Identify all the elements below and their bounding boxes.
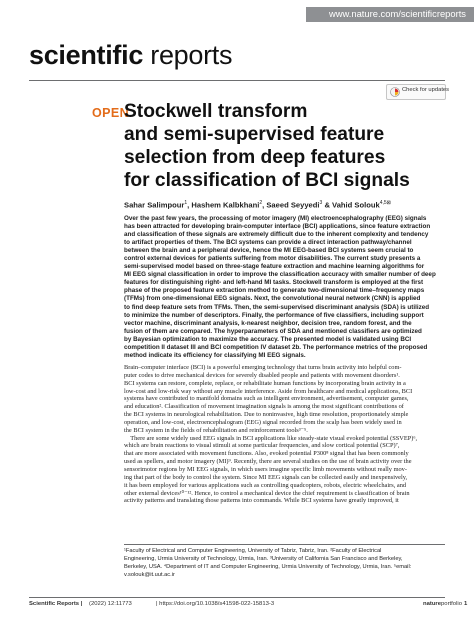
abstract-line: vector machine, discriminant analysis, k-nearest neighbor, decision tree, random forest, and the [124,319,412,327]
footer-rule [29,597,445,598]
publisher-logo [423,601,462,607]
body-text [124,364,446,505]
affiliation-line: Engineering, Urmia University of Technology, Urmia, Iran. ³University of California San Francisco and Berkeley, [124,556,403,563]
abstract-line: phase of the proposed feature extraction method to generate two-dimensional time–frequency maps [124,287,425,295]
abstract-line: control external devices for patients suffering from motor disabilities. The current study presents a [124,255,421,263]
body-line: it has been employed for various applications such as controlling quadcopters, robots, electric wheelchairs, and [124,481,407,489]
body-line: that are more associated with movement functions. Also, evoked potential P300⁸ signal that has been commonly [124,450,409,458]
affiliation-line: ¹Faculty of Electrical and Computer Engineering, University of Tabriz, Tabriz, Iran. ²Faculty of Electrical [124,548,382,554]
footer-journal: Scientific Reports | [29,601,83,607]
body-line: ing that part of the body to control the system. Since MI EEG signals can be collected easily and inexpensively, [124,473,408,481]
body-line: and education². Classification of movement imagination signals is among the most significant contributions of [124,403,404,411]
body-line: low-cost and low-risk way without any muscle interference. Aside from healthcare and medical applications, BCI [124,387,413,395]
affiliation-line: Berkeley, USA. ⁴Department of IT and Computer Engineering, Urmia University of Technology, Urmia, Iran. ⁵email: [124,564,412,571]
body-line: the BCI systems in neurological rehabilitation. Due to noninvasive, high time resolution, proportionately simple [124,411,409,419]
body-line: systems have contributed to manifold domains such as intelligent environment, advertisement, computer games, [124,395,409,403]
abstract-line: to find deep feature sets from TFMs. Then, the semi-supervised discriminant analysis (SDA) is utilized [124,303,430,311]
author-affiliation-mark: 3 [319,200,323,206]
check-updates-icon [390,87,400,97]
body-line: sensorimotor regions by MI EEG signals, in which users imagine specific limb movements without really mov- [124,465,407,473]
abstract-line: competition II dataset III and BCI competition IV dataset 2b. The performance metrics of the proposed [124,343,428,351]
page-footer [29,601,468,611]
article-title [124,100,454,192]
author-name[interactable]: Vahid Solouk [332,200,380,210]
title-line: for classification of BCI signals [124,170,410,191]
journal-url[interactable]: www.nature.com/scientificreports [328,8,466,19]
abstract-line: semi-supervised model based on three-stage feature extraction and machine learning algorithms for [124,263,425,271]
body-line: puter codes to drive mechanical devices for severely disabled people and patients with movement disorders¹. [124,371,400,379]
journal-logo-light: reports [143,40,233,70]
publisher-logo-bold: nature [423,601,442,607]
header-rule [29,80,445,81]
author-name[interactable]: Saeed Seyyedi [266,200,320,210]
abstract-line: Over the past few years, the processing of motor imagery (MI) electroencephalography (EEG) signals [124,215,427,222]
journal-url-bar [0,0,474,28]
abstract-line: by Bayesian optimization to maximize the accuracy. The presented model is validated using BCI [124,335,412,343]
title-line: and semi-supervised feature [124,124,385,145]
abstract [124,215,446,360]
body-line: activity patterns and translating those patterns into commands. While BCI systems have greatly improved, it [124,497,399,505]
check-updates-label: Check for updates [402,87,450,93]
open-access-label: OPEN [92,106,130,120]
affiliation-rule [124,544,445,545]
body-line: the BCI system in the fields of rehabilitation and reinforcement tools³⁻⁵. [124,426,308,434]
footer-doi-link[interactable]: | https://doi.org/10.1038/s41598-022-15813-3 [156,601,275,607]
author-affiliation-mark: 2 [259,200,263,206]
author-list: Sahar Salimpour$^1$, Hashem Kalbkhani$^2$, Saeed Seyyedi$^3$ & Vahid Solouk$^{4,5⊠}$ [124,200,391,210]
publisher-logo-light: portfolio [441,601,462,607]
journal-logo-bold: scientific [29,40,144,70]
abstract-line: fusion of them are compared. The hyperparameters of SDA and mentioned classifiers are optimized [124,327,422,335]
author-name[interactable]: Hashem Kalbkhani [191,200,260,210]
body-line: which are brain reactions to visual stimuli at some particular frequencies, and slow cortical potential (SCP)⁷, [124,442,400,450]
body-line: There are some widely used EEG signals in BCI applications like steady-state visual evoked potential (SSVEP)⁶, [124,434,418,442]
body-line: used as spellers, and motor imagery (MI)⁹. Recently, there are several studies on the use of brain activity over the [124,458,412,466]
body-line: BCI systems can restore, complete, replace, or rehabilitate human functions by incorporating brain activity in a [124,379,406,387]
body-line: other external devices¹⁰⁻¹². Hence, to control a mechanical device the chief requirement is classification of brain [124,489,410,497]
corresponding-email[interactable]: v.solouk@it.uut.ac.ir [124,572,175,579]
page-number: 1 [464,601,468,607]
abstract-line: between the brain and a peripheral device, hence the MI EEG-based BCI systems seem crucial to [124,247,414,255]
abstract-line: method indicate its efficiency for classifying MI EEG signals. [124,351,306,359]
title-line: selection from deep features [124,147,386,168]
abstract-line: MI EEG signal classification in order to improve the classification accuracy with smaller number of deep [124,271,436,279]
affiliations [124,547,446,579]
abstract-line: and classification of these signals are extremely difficult due to the inherent complexity and tendency [124,231,429,239]
body-line: operation, and low-cost, electroencephalogram (EEG) signal recorded from the scalp has been widely used in [124,418,402,426]
footer-volume: (2022) 12:11773 [89,601,132,607]
author-affiliation-mark: 1 [184,200,188,206]
abstract-line: to minimize the number of descriptors. Finally, the performance of five classifiers, including support [124,311,424,319]
abstract-line: has been attracted for developing brain-computer interface (BCI) applications, since feature extraction [124,223,431,231]
journal-logo [29,40,232,71]
author-name[interactable]: Sahar Salimpour [124,200,185,210]
url-banner [306,7,474,22]
abstract-line: features for distinguishing right- and left-hand MI tasks. Stockwell transform is employed at the first [124,279,424,287]
check-for-updates-button[interactable] [386,84,450,100]
abstract-line: to artifact properties of them. The BCI systems can provide a direct interaction pathway/channel [124,239,412,247]
body-line: Brain–computer interface (BCI) is a powerful emerging technology that turns brain activity into helpful com- [124,364,402,371]
title-line: Stockwell transform [124,101,308,122]
abstract-line: (TFMs) from one-dimensional EEG signals. Next, the convolutional neural network (CNN) is applied [124,295,421,303]
author-affiliation-mark: 4,5⊠ [379,200,391,206]
